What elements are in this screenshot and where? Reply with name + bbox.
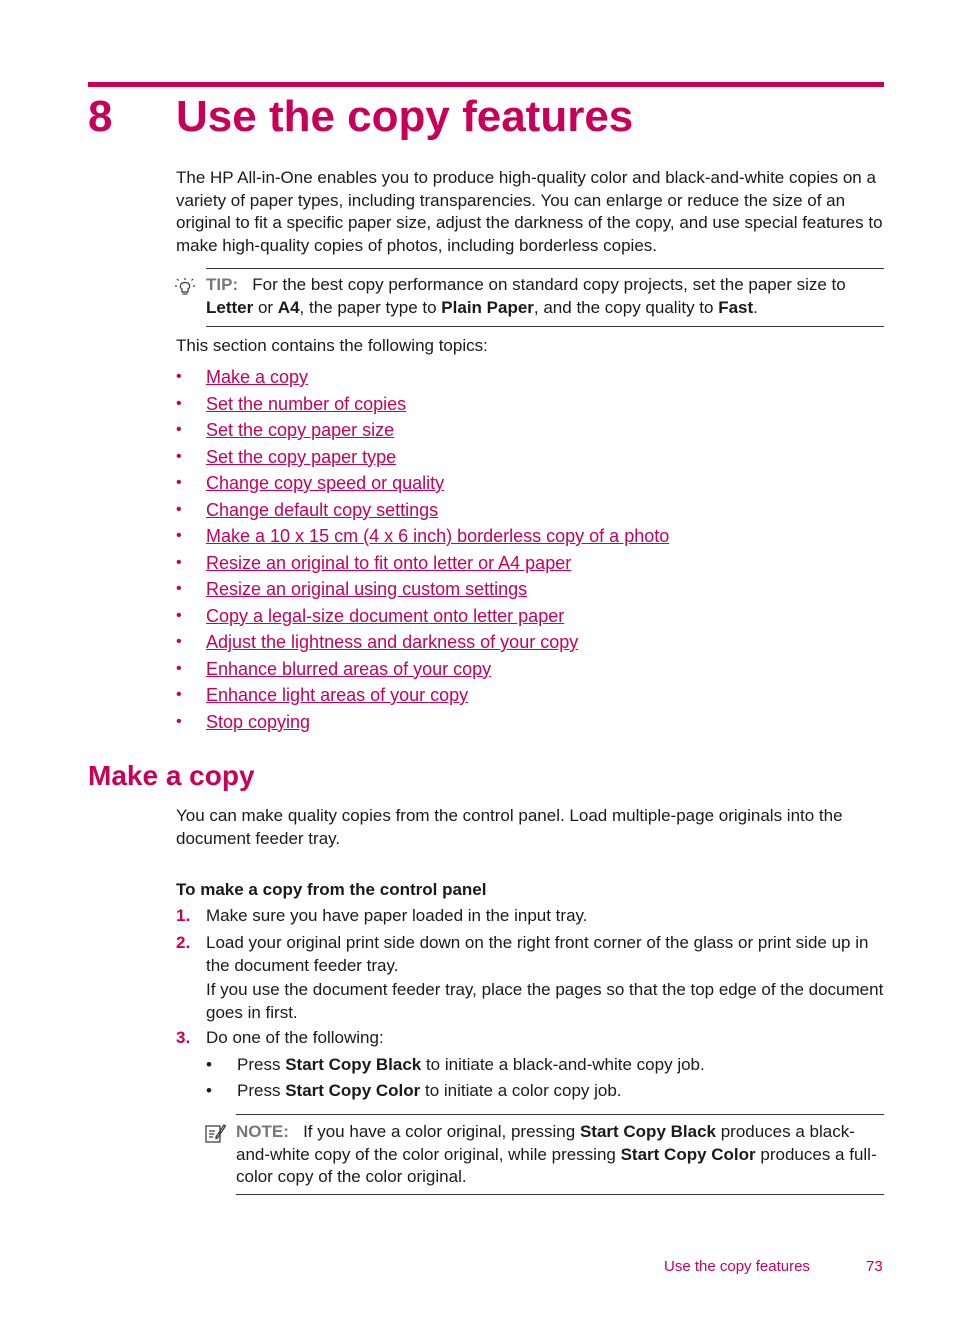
topic-link[interactable]: Copy a legal-size document onto letter paper [206,605,565,626]
tip-text-part: , and the copy quality to [533,297,719,317]
list-item [176,709,669,736]
step-number: 3. [176,1028,191,1047]
chapter-number: 8 [88,92,113,141]
topic-link[interactable]: Enhance blurred areas of your copy [206,658,492,679]
tip-text-part: . [753,297,758,317]
bullet: • [176,421,182,438]
list-item [176,656,669,683]
note-bold-start-copy-color: Start Copy Color [620,1144,756,1164]
list-item [176,364,669,391]
tip-label: TIP: [206,275,239,294]
chapter-rule [88,82,884,87]
section-intro: You can make quality copies from the control panel. Load multiple-page originals into the document feeder tray. [176,806,843,848]
list-item [176,444,669,471]
step-extra-text: If you use the document feeder tray, place the pages so that the top edge of the document goes in first. [206,980,884,1022]
bullet: • [176,447,182,465]
list-item [176,550,669,577]
tip-text-part: , the paper type to [299,297,442,317]
bullet: • [176,500,182,518]
note-text-part: produces a black-and-white copy of the color original, while pressing [236,1122,855,1164]
tip-bold-letter: Letter [206,297,254,317]
procedure-title: To make a copy from the control panel [176,880,487,899]
topic-link[interactable]: Stop copying [206,711,311,732]
tip-text [206,274,884,319]
step-number: 1. [176,906,191,925]
list-item [176,576,669,603]
intro-paragraph: The HP All-in-One enables you to produce high-quality color and black-and-white copies on a variety of paper types, including transparencies. You can enlarge or reduce the size of an original to fit a specific paper size, adjust the darkness of the copy, and use special features to make high-quality copies of photos, including borderless copies. [176,168,883,255]
topic-link[interactable]: Make a copy [206,367,309,387]
bullet: • [176,394,182,412]
sub-bullet: • [206,1081,212,1100]
list-item [176,523,669,550]
button-name-bold: Start Copy Black [285,1055,422,1074]
note-bottom-rule [236,1194,884,1195]
topics-intro: This section contains the following topics: [176,336,488,355]
note-text-part: If you have a color original, pressing [303,1122,580,1141]
list-item [176,682,669,709]
list-item [176,417,669,444]
bullet: • [176,580,182,597]
sub-text-part: Press [237,1055,286,1074]
topics-list [176,364,669,735]
list-item [176,470,669,497]
topic-link[interactable]: Change default copy settings [206,499,439,520]
note-bold-start-copy-black: Start Copy Black [579,1122,716,1141]
footer-chapter-label: Use the copy features [664,1258,810,1275]
bullet: • [176,474,182,491]
section-title: Make a copy [88,760,255,791]
bullet: • [176,368,182,385]
topic-link[interactable]: Resize an original to fit onto letter or A4 paper [206,552,572,573]
chapter-title: Use the copy features [176,92,634,141]
topic-link[interactable]: Make a 10 x 15 cm (4 x 6 inch) borderless copy of a photo [206,526,670,546]
list-item [176,391,669,418]
tip-bottom-rule [206,326,884,327]
topic-link[interactable]: Enhance light areas of your copy [206,685,469,705]
bullet: • [176,659,182,677]
bullet: • [176,633,182,650]
sub-text-part: to initiate a color copy job. [420,1081,622,1100]
topic-link[interactable]: Change copy speed or quality [206,473,445,493]
tip-bold-fast: Fast [718,297,754,317]
bullet: • [176,527,182,544]
sub-bullet: • [206,1055,212,1074]
tip-top-rule [206,268,884,269]
sub-text-part: to initiate a black-and-white copy job. [421,1055,705,1074]
bullet: • [176,606,182,624]
note-pencil-icon [204,1122,226,1144]
topic-link[interactable]: Resize an original using custom settings [206,579,528,599]
list-item [176,603,669,630]
note-top-rule [236,1114,884,1115]
step-text: Load your original print side down on the right front corner of the glass or print side up in the document feeder tray. [206,933,869,975]
step-text: Make sure you have paper loaded in the input tray. [206,906,588,925]
sub-text-part: Press [237,1081,286,1100]
sub-bullet-text [237,1055,705,1075]
note-label: NOTE: [236,1122,289,1141]
bullet: • [176,712,182,730]
tip-text-part: For the best copy performance on standard copy projects, set the paper size to [252,275,846,294]
list-item [176,497,669,524]
bullet: • [176,553,182,571]
topic-link[interactable]: Set the copy paper size [206,420,395,440]
sub-bullet-text [237,1081,622,1101]
lightbulb-icon [174,277,196,299]
step-number: 2. [176,933,191,952]
list-item [176,629,669,656]
tip-bold-a4: A4 [277,297,300,317]
footer-page-number: 73 [866,1258,883,1275]
button-name-bold: Start Copy Color [285,1081,421,1100]
tip-bold-plain-paper: Plain Paper [441,297,534,317]
bullet: • [176,686,182,703]
step-text: Do one of the following: [206,1028,384,1047]
tip-text-part: or [253,297,278,317]
note-text-part: produces a full-color copy of the color original. [236,1144,877,1186]
topic-link[interactable]: Adjust the lightness and darkness of your copy [206,632,579,652]
topic-link[interactable]: Set the copy paper type [206,446,397,467]
topic-link[interactable]: Set the number of copies [206,393,407,414]
note-text [236,1121,884,1189]
